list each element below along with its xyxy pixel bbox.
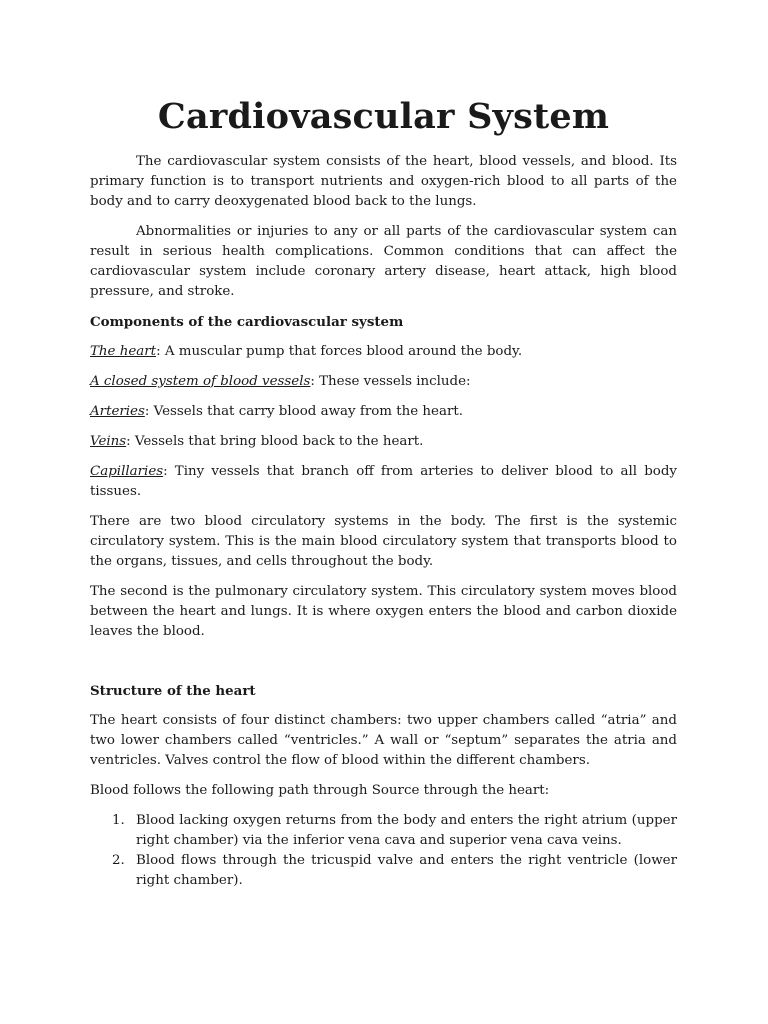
component-item-capillaries — [90, 462, 677, 502]
blood-path-list — [90, 811, 677, 891]
component-term: Arteries — [90, 404, 145, 419]
structure-paragraph-1: The heart consists of four distinct chambers: two upper chambers called “atria” and two lower chambers called “ventricles.” A wall or “septum” separates the atria and ventricles. Valves control the flow of blood within the different chambers. — [90, 713, 677, 768]
component-description: : Vessels that bring blood back to the heart. — [126, 434, 424, 449]
component-description: : Vessels that carry blood away from the heart. — [144, 404, 463, 419]
components-heading: Components of the cardiovascular system — [90, 314, 404, 330]
component-description: : These vessels include: — [310, 374, 471, 389]
intro-paragraph-1: The cardiovascular system consists of the heart, blood vessels, and blood. Its primary function is to transport nutrients and oxygen-rich blood to all parts of the body and to carry deoxygenated blood back to the lungs. — [90, 154, 677, 209]
list-item-number: 1. — [112, 813, 125, 828]
intro-paragraph-2: Abnormalities or injuries to any or all parts of the cardiovascular system can result in serious health complications. Common conditions that can affect the cardiovascular system include coronary artery disease, heart attack, high blood pressure, and stroke. — [90, 224, 677, 299]
list-item-text: Blood flows through the tricuspid valve and enters the right ventricle (lower right chamber). — [136, 853, 677, 888]
list-item — [90, 811, 677, 851]
component-item-vessels — [90, 372, 677, 392]
structure-paragraph-2: Blood follows the following path through Source through the heart: — [90, 783, 550, 798]
component-item-heart — [90, 342, 677, 362]
component-item-arteries — [90, 402, 677, 422]
component-term: Capillaries — [90, 464, 164, 479]
document-page — [90, 0, 677, 891]
list-item — [90, 851, 677, 891]
component-term: A closed system of blood vessels — [90, 374, 311, 389]
component-term: The heart — [90, 344, 157, 359]
list-item-text: Blood lacking oxygen returns from the body and enters the right atrium (upper right chamber) via the inferior vena cava and superior vena cava veins. — [136, 813, 677, 848]
component-description: : A muscular pump that forces blood around the body. — [156, 344, 523, 359]
list-item-number: 2. — [112, 853, 125, 868]
component-description: : Tiny vessels that branch off from arteries to deliver blood to all body tissues. — [90, 464, 677, 499]
circulatory-paragraph-2: The second is the pulmonary circulatory system. This circulatory system moves blood between the heart and lungs. It is where oxygen enters the blood and carbon dioxide leaves the blood. — [90, 584, 677, 639]
circulatory-paragraph-1: There are two blood circulatory systems in the body. The first is the systemic circulatory system. This is the main blood circulatory system that transports blood to the organs, tissues, and cells throughout the body. — [90, 514, 677, 569]
structure-heading: Structure of the heart — [90, 683, 256, 699]
page-title: Cardiovascular System — [157, 96, 610, 137]
component-term: Veins — [90, 434, 127, 449]
component-item-veins — [90, 432, 677, 452]
